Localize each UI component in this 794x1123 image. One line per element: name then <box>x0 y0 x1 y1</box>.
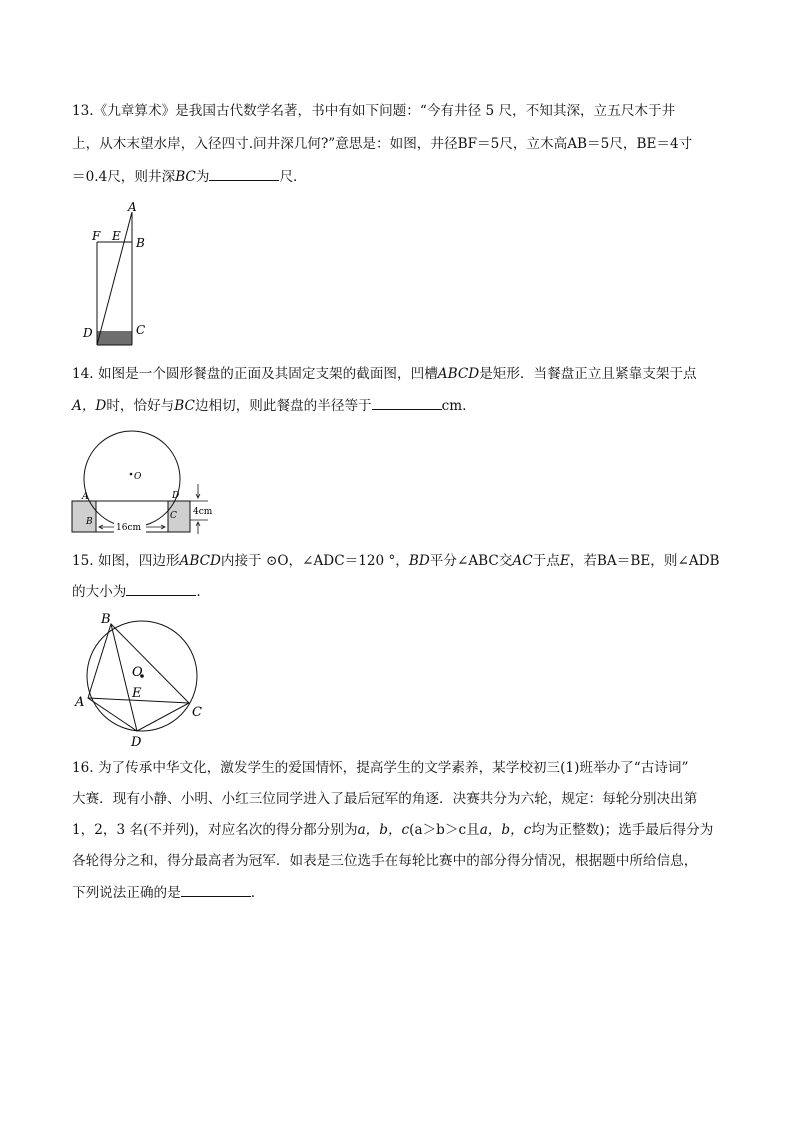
label-E: E <box>112 229 121 243</box>
q16-line-4: 各轮得分之和，得分最高者为冠军．如表是三位选手在每轮比赛中的部分得分情况，根据题中所给信息， <box>72 853 698 869</box>
label-E: E <box>132 686 142 701</box>
q16-vars: a，b，c <box>479 822 532 838</box>
q16-line-2: 大赛．现有小静、小明、小红三位同学进入了最后冠军的角逐．决赛共分为六轮，规定：每轮分别决出第 <box>72 791 698 807</box>
q13-text: ＝0.4尺，则井深 <box>72 169 176 185</box>
q13-text: 为 <box>195 169 210 185</box>
label-D: D <box>83 326 93 340</box>
q16-text: 下列说法正确的是 <box>72 885 181 901</box>
q14-text: 是矩形．当餐盘正立且紧靠支架于点 <box>479 366 697 382</box>
q15-var-abcd: ABCD <box>179 553 221 569</box>
q14-answer-blank[interactable] <box>372 395 442 410</box>
label-B: B <box>136 236 145 250</box>
label-B: B <box>86 517 93 527</box>
q15-line-2 <box>72 581 201 602</box>
q16-answer-blank[interactable] <box>181 882 251 897</box>
water-region <box>97 331 132 345</box>
q14-line-1 <box>72 364 697 384</box>
q14-var-ad: A，D <box>72 398 107 414</box>
q14-text: 边相切，则此餐盘的半径等于 <box>194 398 372 414</box>
label-F: F <box>92 229 101 243</box>
q16-period: . <box>250 885 256 901</box>
label-O: O <box>134 472 142 482</box>
center-dot <box>130 473 133 476</box>
q16-line-1: 16. 为了传承中华文化，激发学生的爱国情怀，提高学生的文学素养，某学校初三(1)班举办了“古诗词” <box>72 760 689 776</box>
q16-line-3 <box>72 820 713 840</box>
q15-var-ac: AC <box>512 553 533 569</box>
label-C: C <box>192 705 202 720</box>
q14-text: 时，恰好与 <box>106 398 175 414</box>
q15-circle-figure <box>72 608 212 750</box>
q13-line-2: 上，从木末望水岸，入径四寸.问井深几何?”意思是：如图，井径BF＝5尺，立木高AB＝5尺，BE＝4寸 <box>72 136 693 152</box>
q15-text: 于点 <box>532 553 560 569</box>
q14-var-abcd: ABCD <box>437 366 480 382</box>
q16-line-5 <box>72 882 255 903</box>
depth-label: 4cm <box>193 507 213 517</box>
q15-line-1 <box>72 551 720 571</box>
q16-vars: a，b，c <box>357 822 410 838</box>
q13-var-bc: BC <box>175 169 196 185</box>
q14-text: 14. 如图是一个圆形餐盘的正面及其固定支架的截面图，凹槽 <box>72 366 438 382</box>
label-A: A <box>128 200 137 214</box>
q14-plate-figure <box>68 424 218 536</box>
q13-answer-blank[interactable] <box>209 166 279 181</box>
label-O: O <box>132 665 143 680</box>
q15-text: 内接于 ⊙O，∠ADC＝120 °， <box>220 553 409 569</box>
label-A: A <box>82 492 89 502</box>
q15-var-bd: BD <box>408 553 430 569</box>
q14-var-bc: BC <box>174 398 195 414</box>
q13-line-1: 13.《九章算术》是我国古代数学名著，书中有如下问题：“今有井径 5 尺，不知其深，立五尺木于井 <box>72 103 676 119</box>
q15-text: ，若BA＝BE，则∠ADB <box>569 553 720 569</box>
q15-period: . <box>196 584 201 600</box>
label-B: B <box>101 612 111 627</box>
q13-line-3 <box>72 166 307 187</box>
width-label: 16cm <box>116 523 142 533</box>
q13-well-figure <box>80 198 160 350</box>
q15-var-e: E <box>559 553 570 569</box>
q16-text: 1，2，3 名(不并列)，对应名次的得分都分别为 <box>72 822 358 838</box>
label-C: C <box>170 511 177 521</box>
q15-text: 的大小为 <box>72 584 127 600</box>
q15-text: 平分∠ABC交 <box>429 553 513 569</box>
q14-line-2 <box>72 395 466 416</box>
q15-answer-blank[interactable] <box>126 581 196 596</box>
q16-text: 均为正整数)；选手最后得分为 <box>531 822 714 838</box>
q15-text: 15. 如图，四边形 <box>72 553 180 569</box>
label-A: A <box>75 695 85 710</box>
q14-unit: cm. <box>441 398 467 414</box>
label-D: D <box>172 491 180 501</box>
label-C: C <box>136 323 146 337</box>
label-D: D <box>131 735 142 750</box>
q16-text: (a＞b＞c且 <box>409 822 480 838</box>
q13-unit: 尺． <box>279 169 307 185</box>
